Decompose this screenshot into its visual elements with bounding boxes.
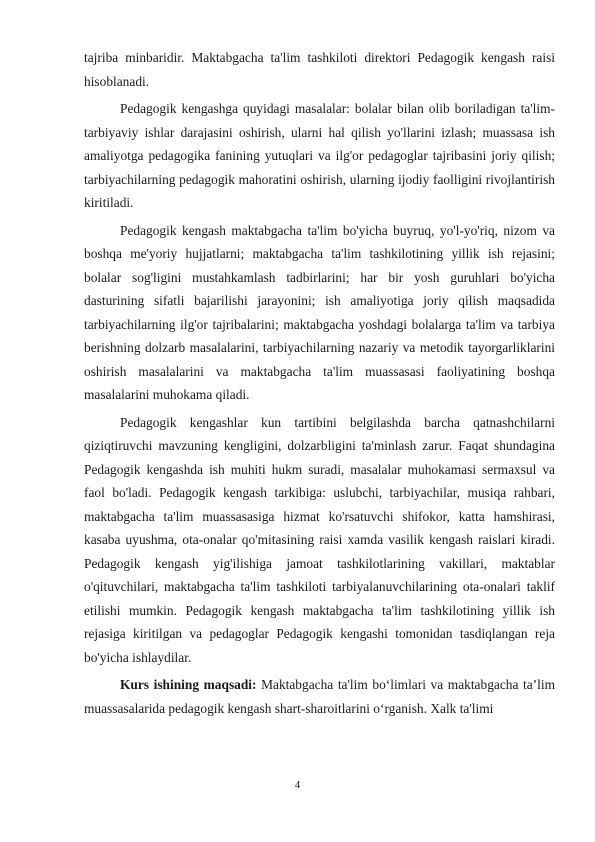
paragraph-course-goal: [84, 673, 555, 720]
page-body: [84, 46, 555, 720]
paragraph-continuation: tajriba minbaridir. Maktabgacha ta'lim tashkiloti direktori Pedagogik kengash raisi hisoblanadi.: [84, 50, 555, 89]
paragraph-council-agenda: Pedagogik kengashga quyidagi masalalar: bolalar bilan olib boriladigan ta'lim-tarbiyaviy ishlar darajasini oshirish, ularni hal qilish yo'llarini izlash; muassasa ish amaliyotga pedagogika fanining yutuqlari va ilg'or pedagoglar tajribasini joriy qilish; tarbiyachilarning pedagogik mahoratini oshirish, ularning ijodiy faolligini rivojlantirish kiritiladi.: [84, 101, 555, 210]
paragraph-council-composition: Pedagogik kengashlar kun tartibini belgilashda barcha qatnashchilarni qiziqtiruvchi mavzuning kengligini, dolzarbligini ta'minlash zarur. Faqat shundagina Pedagogik kengashda ish muhiti hukm suradi, masalalar muhokamasi sermaxsul va faol bo'ladi. Pedagogik kengash tarkibiga: uslubchi, tarbiyachilar, musiqa rahbari, maktabgacha ta'lim muassasasiga hizmat ko'rsatuvchi shifokor, katta hamshirasi, kasaba uyushma, ota-onalar qo'mitasining raisi xamda vasilik kengash raislari kiradi. Pedagogik kengash yig'ilishiga jamoat tashkilotlarining vakillari, maktablar o'qituvchilari, maktabgacha ta'lim tashkiloti tarbiyalanuvchilarining ota-onalari taklif etilishi mumkin. Pedagogik kengash maktabgacha ta'lim tashkilotining yillik ish rejasiga kiritilgan va pedagoglar Pedagogik kengashi tomonidan tasdiqlangan reja bo'yicha ishlaydilar.: [84, 414, 555, 665]
course-goal-heading: Kurs ishining maqsadi:: [120, 677, 257, 692]
paragraph-council-discussion: Pedagogik kengash maktabgacha ta'lim bo'yicha buyruq, yo'l-yo'riq, nizom va boshqa me'yoriy hujjatlarni; maktabgacha ta'lim tashkilotining yillik ish rejasini; bolalar sog'ligini mustahkamlash tadbirlarini; har bir yosh guruhlari bo'yicha dasturining sifatli bajarilishi jarayonini; ish amaliyotiga joriy qilish maqsadida tarbiyachilarning ilg'or tajribalarini; maktabgacha yoshdagi bolalarga ta'lim va tarbiya berishning dolzarb masalalarini, tarbiyachilarning nazariy va metodik tayorgarliklarini oshirish masalalarini va maktabgacha ta'lim muassasasi faoliyatining boshqa masalalarini muhokama qiladi.: [84, 222, 555, 402]
page-number: 4: [294, 780, 301, 791]
course-goal-text: Maktabgacha ta'lim boʻlimlari va maktabgacha ta’lim muassasalarida pedagogik kengash shart-sharoitlarini o‘rganish. Xalk ta'limi: [84, 677, 556, 716]
